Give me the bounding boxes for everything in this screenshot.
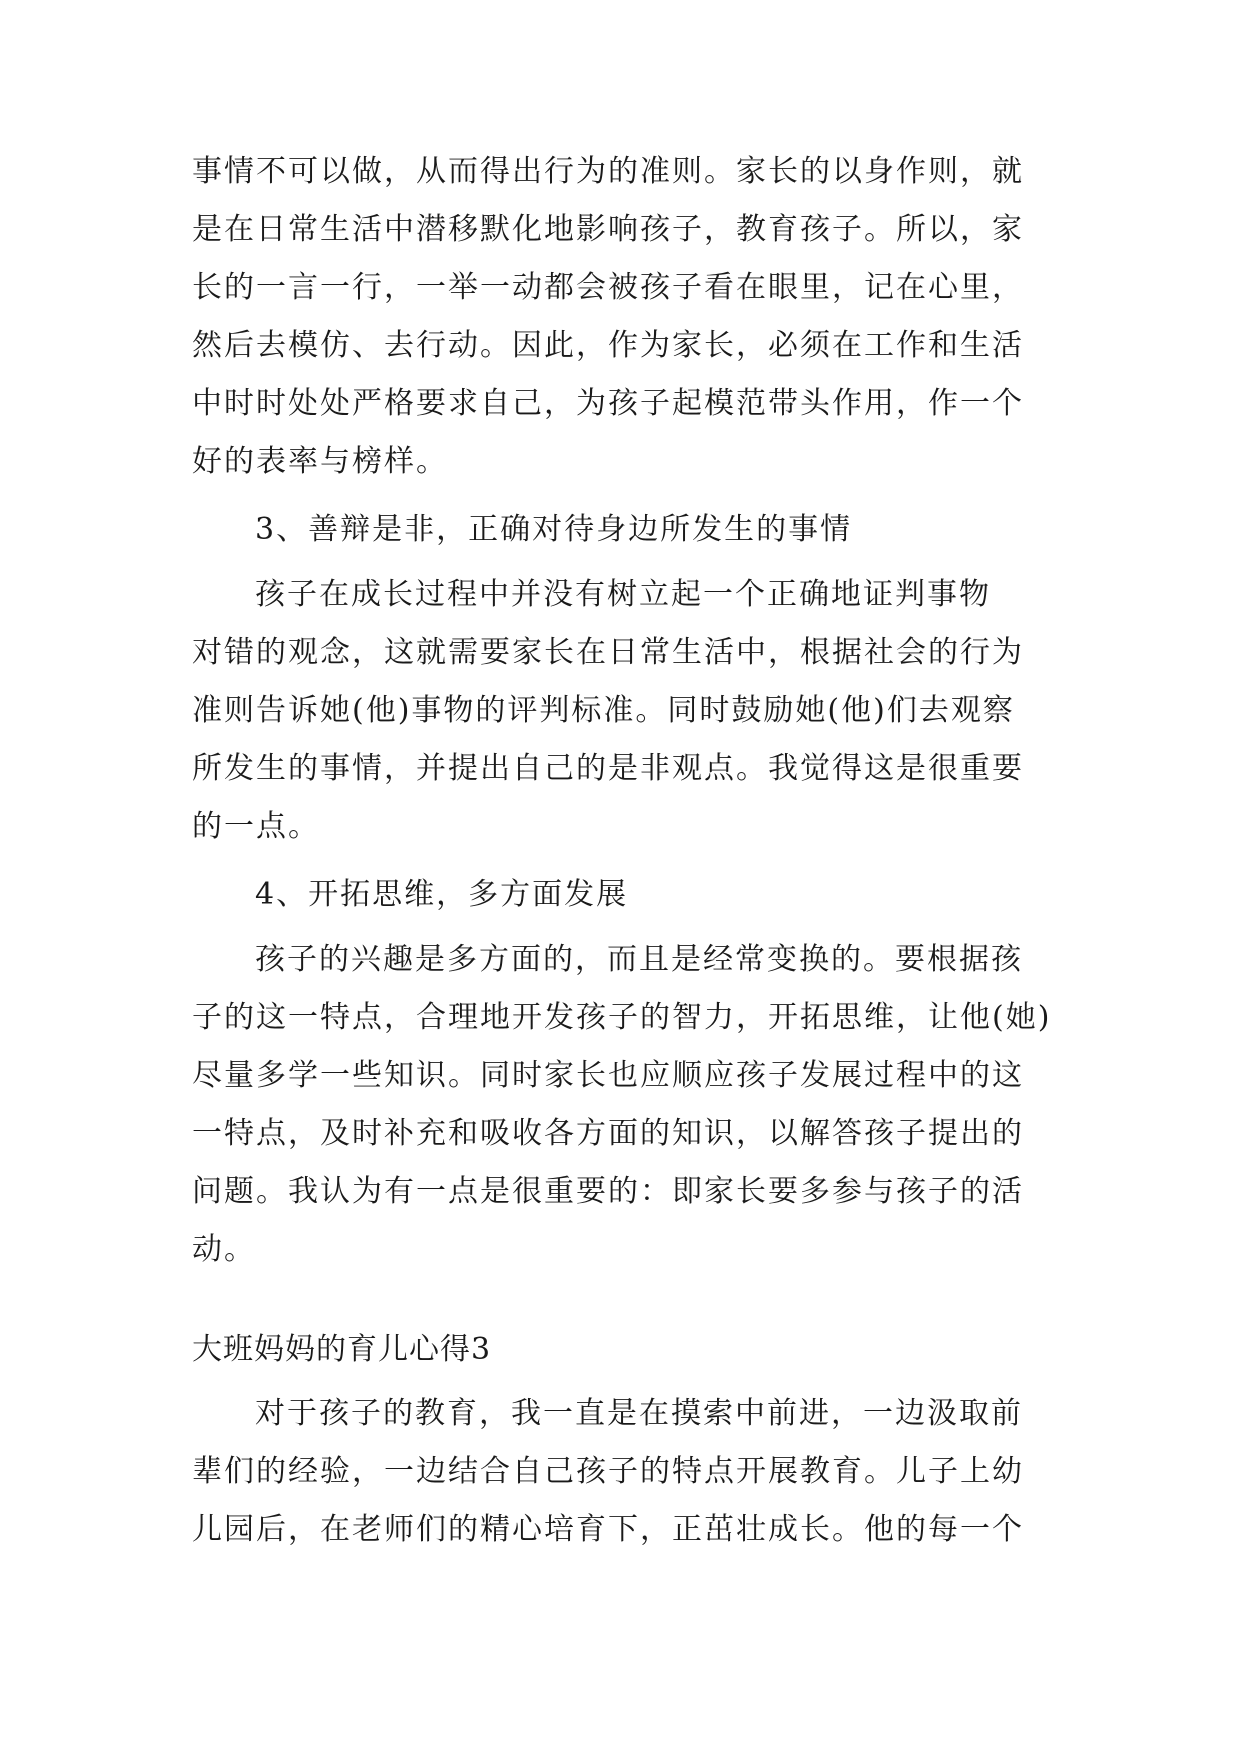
paragraph-line: 然后去模仿、去行动。因此，作为家长，必须在工作和生活 [192, 328, 1024, 363]
paragraph-line: 问题。我认为有一点是很重要的：即家长要多参与孩子的活 [192, 1174, 1024, 1209]
paragraph-line: 一特点，及时补充和吸收各方面的知识，以解答孩子提出的 [192, 1116, 1024, 1151]
paragraph-line: 事情不可以做，从而得出行为的准则。家长的以身作则，就 [192, 154, 1024, 189]
paragraph-line: 尽量多学一些知识。同时家长也应顺应孩子发展过程中的这 [192, 1058, 1024, 1093]
paragraph-line: 对错的观念，这就需要家长在日常生活中，根据社会的行为 [192, 635, 1024, 670]
paragraph-line: 中时时处处严格要求自己，为孩子起模范带头作用，作一个 [192, 386, 1024, 421]
paragraph-line: 对于孩子的教育，我一直是在摸索中前进，一边汲取前 [255, 1396, 1023, 1431]
point-3-heading: 3、善辩是非，正确对待身边所发生的事情 [255, 512, 853, 547]
point-4-heading: 4、开拓思维，多方面发展 [255, 877, 629, 912]
paragraph-line: 所发生的事情，并提出自己的是非观点。我觉得这是很重要 [192, 751, 1024, 786]
paragraph-line: 子的这一特点，合理地开发孩子的智力，开拓思维，让他(她) [192, 1000, 1052, 1035]
section-title: 大班妈妈的育儿心得3 [192, 1332, 492, 1367]
paragraph-line: 长的一言一行，一举一动都会被孩子看在眼里，记在心里， [192, 270, 1024, 305]
paragraph-line: 孩子的兴趣是多方面的，而且是经常变换的。要根据孩 [255, 942, 1023, 977]
paragraph-line: 孩子在成长过程中并没有树立起一个正确地证判事物 [255, 577, 991, 612]
paragraph-line: 是在日常生活中潜移默化地影响孩子，教育孩子。所以，家 [192, 212, 1024, 247]
paragraph-line: 辈们的经验，一边结合自己孩子的特点开展教育。儿子上幼 [192, 1454, 1024, 1489]
paragraph-line: 的一点。 [192, 809, 320, 844]
paragraph-line: 准则告诉她(他)事物的评判标准。同时鼓励她(他)们去观察 [192, 693, 1015, 728]
paragraph-line: 好的表率与榜样。 [192, 444, 448, 479]
paragraph-line: 动。 [192, 1232, 256, 1267]
paragraph-line: 儿园后，在老师们的精心培育下，正茁壮成长。他的每一个 [192, 1512, 1024, 1547]
